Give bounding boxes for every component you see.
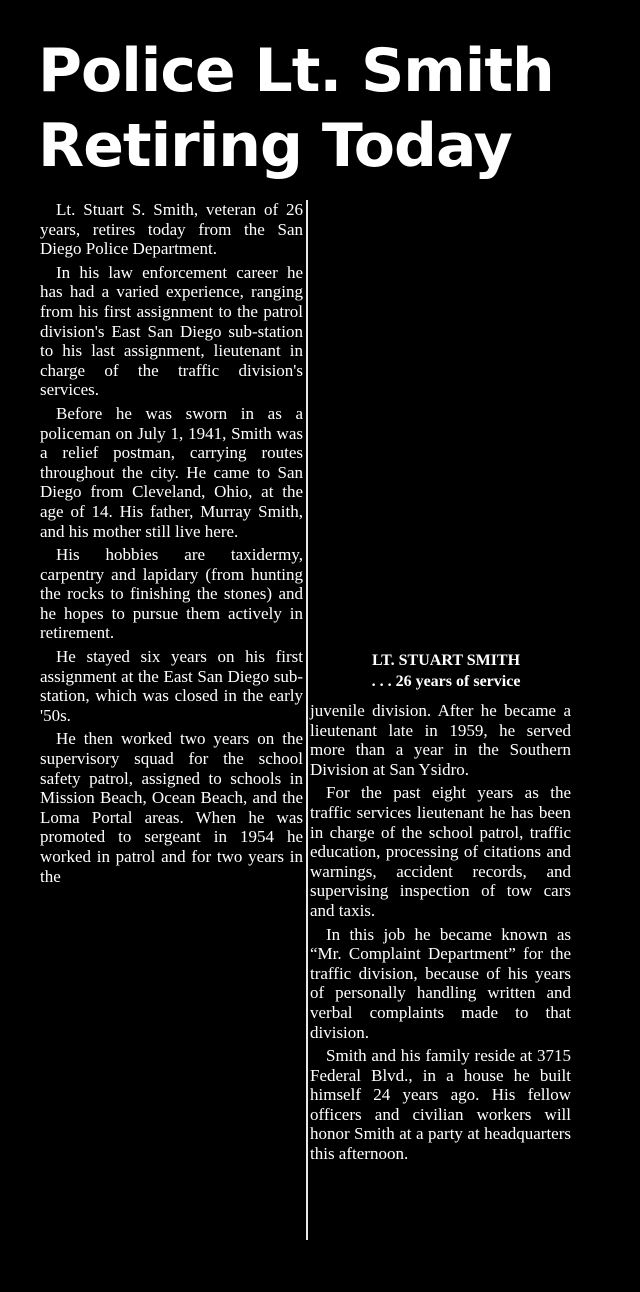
headline-line-2: Retiring Today	[38, 111, 512, 181]
article-paragraph: Lt. Stuart S. Smith, veteran of 26 years, retires today from the San Diego Police Department.	[40, 200, 303, 259]
headline-line-1: Police Lt. Smith	[38, 36, 554, 106]
article-paragraph: His hobbies are taxidermy, carpentry and lapidary (from hunting the rocks to finishing the stones) and he hopes to pursue them actively in retirement.	[40, 545, 303, 643]
article-paragraph: Smith and his family reside at 3715 Federal Blvd., in a house he built himself 24 years ago. His fellow officers and civilian workers will honor Smith at a party at headquarters this afternoon.	[310, 1046, 571, 1164]
article-paragraph: In his law enforcement career he has had a varied experience, ranging from his first assignment to the patrol division's East San Diego sub-station to his last assignment, lieutenant in charge of the traffic division's services.	[40, 262, 303, 400]
article-paragraph: In this job he became known as “Mr. Complaint Department” for the traffic division, because of his years of personally handling written and verbal complaints made to that division.	[310, 924, 571, 1042]
article-paragraph: He stayed six years on his first assignment at the East San Diego sub-station, which was closed in the early '50s.	[40, 647, 303, 725]
article-paragraph: He then worked two years on the supervisory squad for the school safety patrol, assigned to schools in Mission Beach, Ocean Beach, and the Loma Portal areas. When he was promoted to sergeant in 1954 he worked in patrol and for two years in the	[40, 729, 303, 886]
caption-subtitle: . . . 26 years of service	[371, 673, 521, 690]
article-paragraph: For the past eight years as the traffic services lieutenant he has been in charge of the school patrol, traffic education, processing of citations and warnings, accident records, and supervising inspection of tow cars and taxis.	[310, 783, 571, 920]
column-divider	[306, 200, 308, 1240]
caption-name: LT. STUART SMITH	[371, 652, 521, 669]
photo-caption	[316, 650, 576, 692]
article-paragraph: Before he was sworn in as a policeman on July 1, 1941, Smith was a relief postman, carrying routes throughout the city. He came to San Diego from Cleveland, Ohio, at the age of 14. His father, Murray Smith, and his mother still live here.	[40, 403, 303, 541]
article-right-column	[310, 701, 571, 1168]
article-paragraph: juvenile division. After he became a lieutenant late in 1959, he served more than a year in the Southern Division at San Ysidro.	[310, 701, 571, 779]
headline	[38, 34, 628, 184]
article-left-column	[40, 200, 303, 890]
